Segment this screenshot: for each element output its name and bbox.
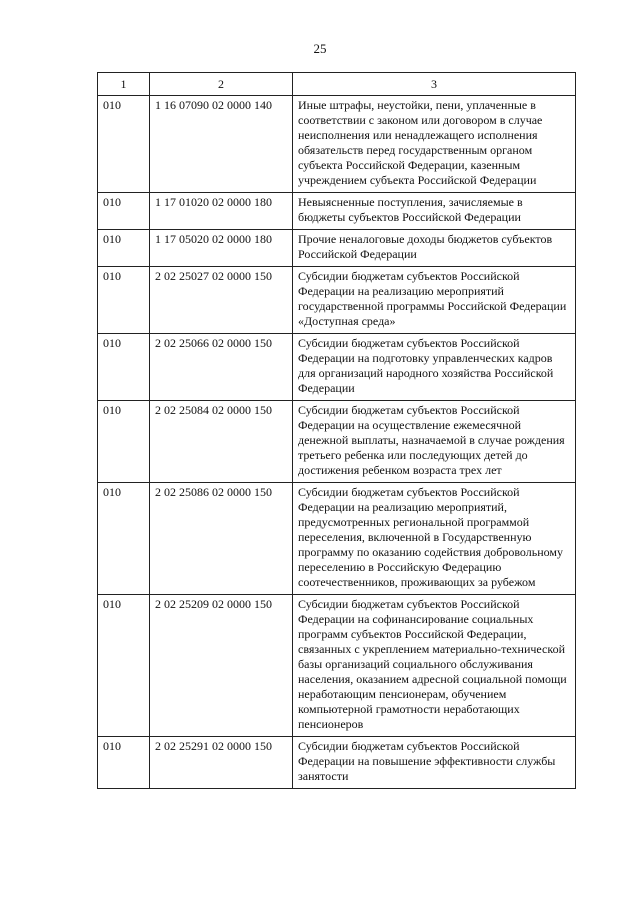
income-description-cell: Невыясненные поступления, зачисляемые в бюджеты субъектов Российской Федерации	[293, 193, 576, 230]
budget-classification-code-cell: 2 02 25086 02 0000 150	[150, 483, 293, 595]
income-description-cell: Субсидии бюджетам субъектов Российской Федерации на софинансирование социальных программ субъектов Российской Федерации, связанных с укреплением материально-технической базы организаций социального обслуживания населения, оказанием адресной социальной помощи неработающим пенсионерам, обучением компьютерной грамотности неработающих пенсионеров	[293, 595, 576, 737]
admin-code-cell: 010	[98, 595, 150, 737]
table-row	[98, 595, 576, 737]
admin-code-cell: 010	[98, 483, 150, 595]
table-row	[98, 96, 576, 193]
budget-classification-code-cell: 1 17 01020 02 0000 180	[150, 193, 293, 230]
income-description-cell: Субсидии бюджетам субъектов Российской Федерации на реализацию мероприятий государственной программы Российской Федерации «Доступная среда»	[293, 267, 576, 334]
table-row	[98, 737, 576, 789]
income-description-cell: Субсидии бюджетам субъектов Российской Федерации на осуществление ежемесячной денежной выплаты, назначаемой в случае рождения третьего ребенка или последующих детей до достижения ребенком возраста трех лет	[293, 401, 576, 483]
column-header: 3	[293, 73, 576, 96]
admin-code-cell: 010	[98, 267, 150, 334]
column-header: 1	[98, 73, 150, 96]
budget-classification-code-cell: 1 16 07090 02 0000 140	[150, 96, 293, 193]
income-description-cell: Иные штрафы, неустойки, пени, уплаченные в соответствии с законом или договором в случае неисполнения или ненадлежащего исполнения обязательств перед государственным органом субъекта Российской Федерации, казенным учреждением субъекта Российской Федерации	[293, 96, 576, 193]
admin-code-cell: 010	[98, 96, 150, 193]
budget-classification-code-cell: 2 02 25027 02 0000 150	[150, 267, 293, 334]
table-row	[98, 193, 576, 230]
budget-codes-table	[97, 72, 576, 789]
budget-classification-code-cell: 2 02 25209 02 0000 150	[150, 595, 293, 737]
budget-classification-code-cell: 2 02 25066 02 0000 150	[150, 334, 293, 401]
admin-code-cell: 010	[98, 230, 150, 267]
table-row	[98, 334, 576, 401]
table-header-row	[98, 73, 576, 96]
admin-code-cell: 010	[98, 334, 150, 401]
income-description-cell: Прочие неналоговые доходы бюджетов субъектов Российской Федерации	[293, 230, 576, 267]
income-description-cell: Субсидии бюджетам субъектов Российской Федерации на реализацию мероприятий, предусмотренных региональной программой переселения, включенной в Государственную программу по оказанию содействия добровольному переселению в Российскую Федерацию соотечественников, проживающих за рубежом	[293, 483, 576, 595]
table-row	[98, 230, 576, 267]
income-description-cell: Субсидии бюджетам субъектов Российской Федерации на подготовку управленческих кадров для организаций народного хозяйства Российской Федерации	[293, 334, 576, 401]
table-row	[98, 401, 576, 483]
income-description-cell: Субсидии бюджетам субъектов Российской Федерации на повышение эффективности службы занятости	[293, 737, 576, 789]
table-row	[98, 483, 576, 595]
budget-classification-code-cell: 2 02 25084 02 0000 150	[150, 401, 293, 483]
table-row	[98, 267, 576, 334]
admin-code-cell: 010	[98, 737, 150, 789]
page-number: 25	[313, 41, 327, 56]
budget-classification-code-cell: 2 02 25291 02 0000 150	[150, 737, 293, 789]
admin-code-cell: 010	[98, 193, 150, 230]
admin-code-cell: 010	[98, 401, 150, 483]
budget-classification-code-cell: 1 17 05020 02 0000 180	[150, 230, 293, 267]
column-header: 2	[150, 73, 293, 96]
